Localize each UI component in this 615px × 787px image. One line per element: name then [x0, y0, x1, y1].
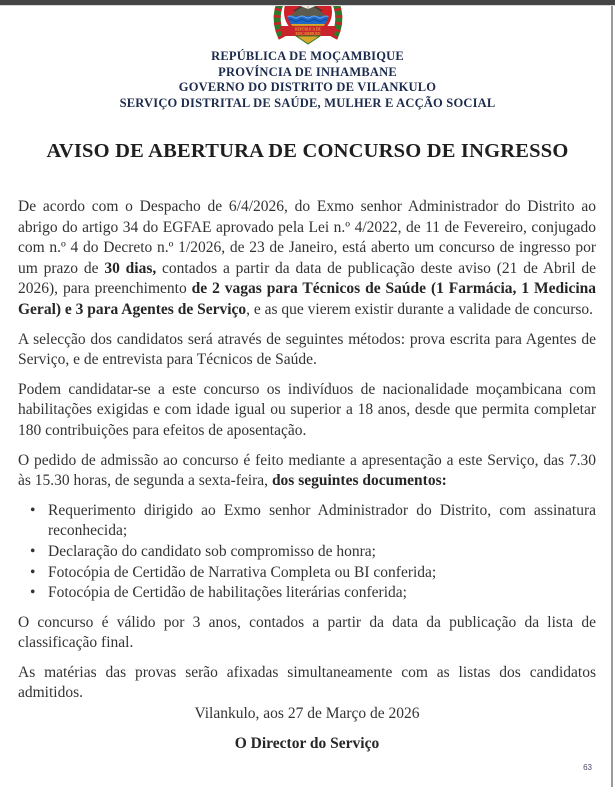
date-line: Vilankulo, aos 27 de Março de 2026	[194, 705, 420, 723]
document-body	[18, 197, 596, 763]
intro-text-2: contados a partir da data de publicação deste aviso (21 de Abril de 2026), para preenchimento	[18, 259, 596, 298]
coat-of-arms-icon	[268, 0, 348, 46]
emblem-banner-text-1: REPÚBLICA DE	[294, 27, 321, 32]
letterhead-line-province: PROVÍNCIA DE INHAMBANE	[218, 64, 397, 79]
paragraph-exam-materials: As matérias das provas serão afixadas simultaneamente com as listas dos candidatos admitidos.	[18, 663, 596, 702]
list-item-declaracao: • Declaração do candidato sob compromisso de honra;	[18, 542, 596, 563]
signature-title: O Director do Serviço	[234, 734, 380, 752]
intro-bold-vacancies: de 2 vagas para Técnicos de Saúde (1 Farmácia, 1 Medicina Geral) e 3 para Agentes de Serviço	[18, 280, 597, 318]
document-title: AVISO DE ABERTURA DE CONCURSO DE INGRESSO	[46, 140, 569, 162]
mozambique-emblem	[268, 0, 348, 46]
list-item-requerimento: • Requerimento dirigido ao Exmo senhor Administrador do Distrito, com assinatura reconhecida;	[18, 501, 596, 542]
emblem-banner-text-2: MOÇAMBIQUE	[295, 31, 320, 36]
paragraph-selection-methods: A selecção dos candidatos será através de seguintes métodos: prova escrita para Agentes de Serviço, e de entrevista para Técnicos de Saúde.	[18, 330, 596, 369]
list-item-certidao-habilitacoes: • Fotocópia de Certidão de habilitações literárias conferida;	[18, 583, 596, 604]
letterhead-line-service: SERVIÇO DISTRITAL DE SAÚDE, MULHER E ACÇÃO SOCIAL	[119, 95, 496, 110]
page-top-edge	[0, 0, 615, 6]
intro-bold-deadline: 30 dias,	[104, 259, 157, 277]
paragraph-eligibility: Podem candidatar-se a este concurso os indivíduos de nacionalidade moçambicana com habilitações exigidas e com idade igual ou superior a 18 anos, desde que permita completar 180 contribuições para efeitos de aposentação.	[18, 380, 596, 439]
application-bold-documents: dos seguintes documentos:	[271, 472, 447, 490]
required-documents-list	[18, 501, 596, 604]
letterhead	[0, 49, 615, 111]
page-number: 63	[583, 763, 592, 772]
letterhead-line-government: GOVERNO DO DISTRITO DE VILANKULO	[178, 80, 437, 95]
paragraph-application	[18, 451, 596, 492]
list-item-certidao-narrativa: • Fotocópia de Certidão de Narrativa Completa ou BI conferida;	[18, 563, 596, 584]
letterhead-line-republic: REPÚBLICA DE MOÇAMBIQUE	[211, 49, 404, 63]
paragraph-intro	[18, 197, 596, 321]
page-right-edge	[611, 5, 613, 787]
intro-text-1: De acordo com o Despacho de 6/4/2026, do Exmo senhor Administrador do Distrito ao abrigo do artigo 34 do EGFAE aprovado pela Lei n.º 4/2022, de 11 de Fevereiro, conjugado com n.º 4 do Decreto n.º 1/2026, de 23 de Janeiro, está aberto um concurso de ingresso por um prazo de	[18, 198, 596, 277]
paragraph-validity: O concurso é válido por 3 anos, contados a partir da data da publicação da lista de classificação final.	[18, 613, 596, 652]
application-text: O pedido de admissão ao concurso é feito mediante a apresentação a este Serviço, das 7.30 às 15.30 horas, de segunda a sexta-feira,	[18, 451, 596, 490]
intro-text-3: , e as que vierem existir durante a validade de concurso.	[246, 300, 594, 318]
